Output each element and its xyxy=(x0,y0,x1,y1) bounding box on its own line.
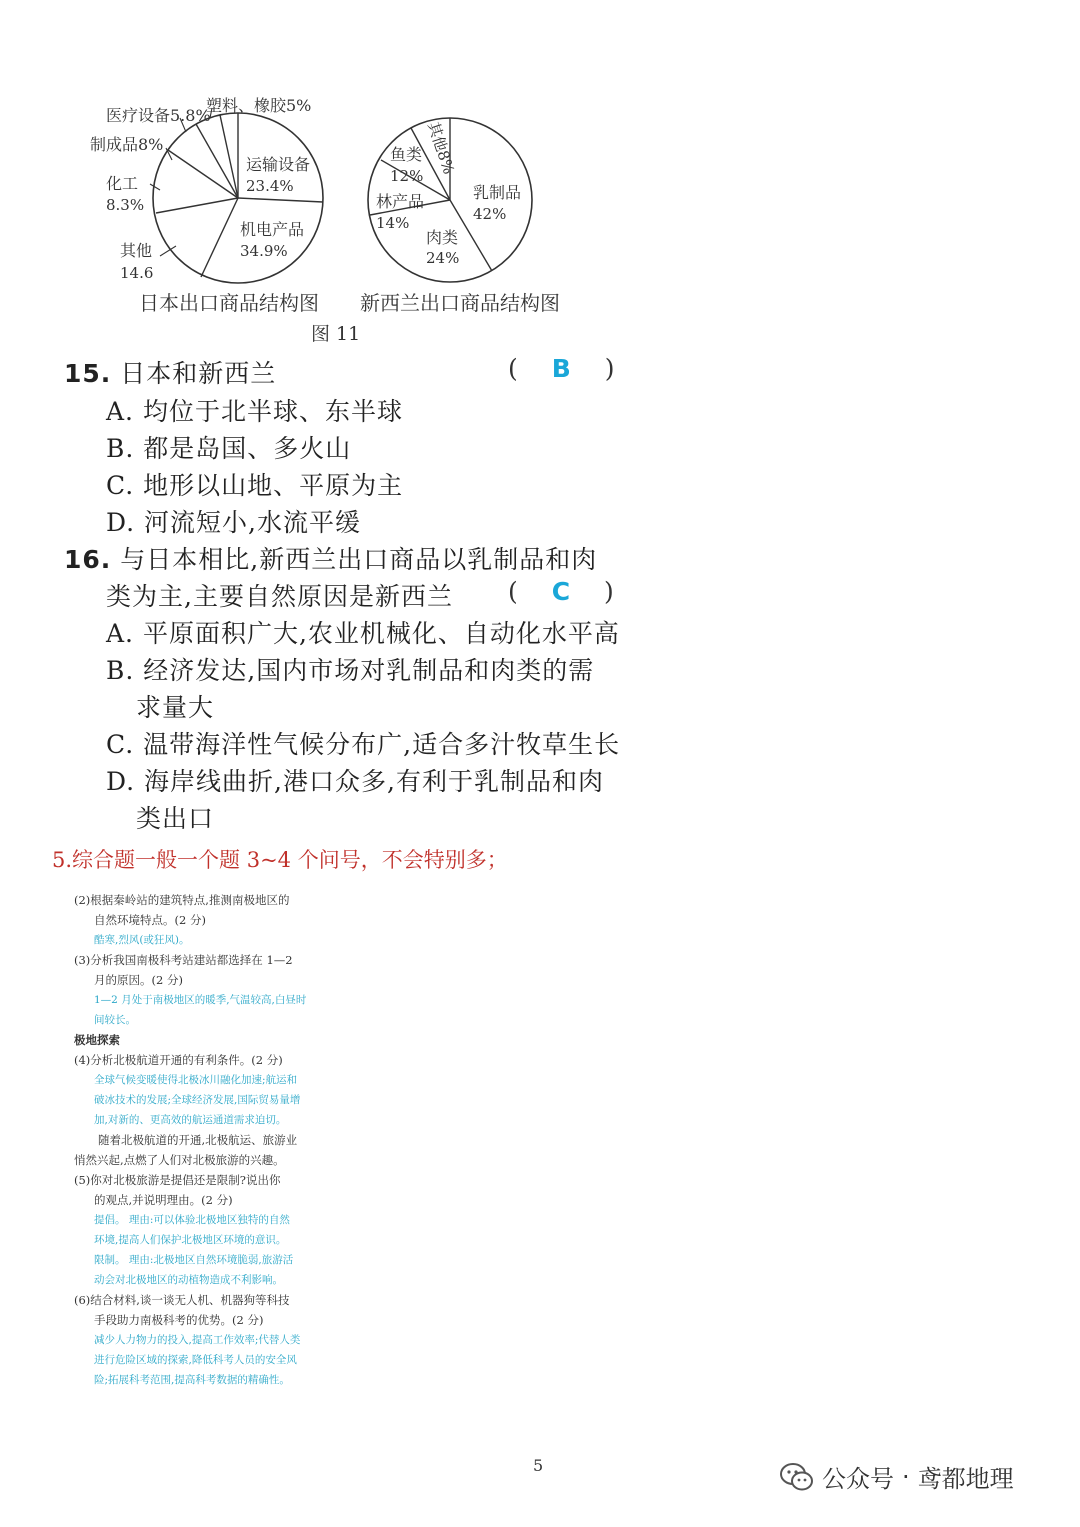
q16-option-a: A. 平原面积广大,农业机械化、自动化水平高 xyxy=(106,619,620,648)
q16-stem-line2: 类为主,主要自然原因是新西兰 xyxy=(106,582,453,611)
q4-line1: (4)分析北极航道开通的有利条件。(2 分) xyxy=(74,1053,283,1067)
wechat-icon xyxy=(780,1462,814,1492)
japan-value-transport: 23.4% xyxy=(246,177,294,195)
q15-answer-bracket: ( B ) xyxy=(508,354,616,383)
q15-option-c: C. 地形以山地、平原为主 xyxy=(106,471,404,500)
japan-divider-6 xyxy=(220,115,238,198)
q3-answer-1: 1—2 月处于南极地区的暖季,气温较高,白昼时 xyxy=(94,994,307,1006)
japan-chart-caption: 日本出口商品结构图 xyxy=(139,291,319,315)
q6-answer-1: 减少人力物力的投入,提高工作效率;代替人类 xyxy=(94,1334,301,1346)
q16-option-b-cont: 求量大 xyxy=(136,693,215,722)
japan-leader-chemical xyxy=(150,184,160,190)
q15-option-b: B. 都是岛国、多火山 xyxy=(106,434,352,463)
japan-value-electromech: 34.9% xyxy=(240,242,288,260)
nz-label-dairy: 乳制品 xyxy=(473,183,522,202)
q3-answer-2: 间较长。 xyxy=(94,1014,136,1026)
q6-answer-3: 险;拓展科考范围,提高科考数据的精确性。 xyxy=(94,1374,290,1386)
q6-line1: (6)结合材料,谈一谈无人机、机器狗等科技 xyxy=(74,1293,290,1307)
q4-answer-3: 加,对新的、更高效的航运通道需求迫切。 xyxy=(94,1114,287,1126)
q15-number: 15. xyxy=(64,359,112,388)
q16-stem-line1: 16. 与日本相比,新西兰出口商品以乳制品和肉 xyxy=(64,545,598,574)
q5-answer-4: 动会对北极地区的动植物造成不利影响。 xyxy=(94,1274,283,1286)
q3-line1: (3)分析我国南极科考站建站都选择在 1—2 xyxy=(74,953,293,967)
q2-line1: (2)根据秦岭站的建筑特点,推测南极地区的 xyxy=(74,893,290,907)
nz-label-forest: 林产品 xyxy=(376,192,425,211)
japan-label-plastic: 塑料、橡胶5% xyxy=(206,96,312,115)
q16-option-c: C. 温带海洋性气候分布广,适合多汁牧草生长 xyxy=(106,730,621,759)
q5-answer-2: 环境,提高人们保护北极地区环境的意识。 xyxy=(94,1234,287,1246)
nz-pie-chart xyxy=(368,118,532,282)
nz-label-meat: 肉类 xyxy=(426,228,459,247)
japan-label-chemical: 化工 xyxy=(106,174,139,193)
q5-answer-3: 限制。 理由:北极地区自然环境脆弱,旅游活 xyxy=(94,1254,294,1266)
q2-answer: 酷寒,烈风(或狂风)。 xyxy=(94,934,190,946)
q4-answer-1: 全球气候变暖使得北极冰川融化加速;航运和 xyxy=(94,1074,298,1086)
japan-pie-chart xyxy=(90,96,323,283)
japan-divider-4 xyxy=(168,150,238,198)
material-para-line1: 随着北极航道的开通,北极航运、旅游业 xyxy=(98,1133,298,1147)
japan-divider-5 xyxy=(196,124,238,198)
scanned-answer-section xyxy=(74,890,306,1390)
material-para-line2: 悄然兴起,点燃了人们对北极旅游的兴趣。 xyxy=(74,1153,285,1167)
japan-value-chemical: 8.3% xyxy=(106,196,145,214)
nz-label-fish: 鱼类 xyxy=(390,145,423,164)
japan-label-transport: 运输设备 xyxy=(246,155,311,174)
japan-leader-manufactured xyxy=(166,148,172,160)
section-heading-polar: 极地探索 xyxy=(74,1033,120,1047)
wechat-watermark xyxy=(780,1459,1014,1494)
japan-label-electromech: 机电产品 xyxy=(240,220,305,239)
japan-value-other: 14.6 xyxy=(120,264,154,282)
q16-answer-bracket: ( C ) xyxy=(508,577,615,606)
figure-label: 图 11 xyxy=(311,323,361,345)
japan-label-medical: 医疗设备5.8% xyxy=(106,106,211,125)
q5-line1: (5)你对北极旅游是提倡还是限制?说出你 xyxy=(74,1173,281,1187)
nz-chart-caption: 新西兰出口商品结构图 xyxy=(360,291,560,315)
japan-divider-2 xyxy=(201,198,238,277)
q5-line2: 的观点,并说明理由。(2 分) xyxy=(94,1193,233,1207)
nz-value-dairy: 42% xyxy=(473,205,507,223)
nz-value-forest: 14% xyxy=(376,214,410,232)
nz-value-meat: 24% xyxy=(426,249,460,267)
q5-answer-1: 提倡。 理由:可以体验北极地区独特的自然 xyxy=(94,1214,290,1226)
japan-divider-3 xyxy=(156,198,238,213)
q16-option-d-cont: 类出口 xyxy=(136,804,215,833)
japan-divider-1 xyxy=(238,198,323,202)
page-number: 5 xyxy=(533,1456,544,1475)
q3-line2: 月的原因。(2 分) xyxy=(94,973,183,987)
exam-tip-note: 5.综合题一般一个题 3~4 个问号，不会特别多； xyxy=(52,848,508,872)
watermark-account: 鸢都地理 xyxy=(917,1465,1014,1493)
q15-answer: B xyxy=(551,354,572,383)
q2-line2: 自然环境特点。(2 分) xyxy=(94,913,206,927)
nz-label-other: 其他8% xyxy=(424,119,458,177)
q15-option-a: A. 均位于北半球、东半球 xyxy=(106,397,403,426)
japan-label-manufactured: 制成品8% xyxy=(90,135,164,154)
q16-option-b: B. 经济发达,国内市场对乳制品和肉类的需 xyxy=(106,656,595,685)
q15-stem-text: 日本和新西兰 xyxy=(120,359,277,388)
watermark-dot: · xyxy=(902,1462,910,1491)
export-structure-figure xyxy=(0,0,1080,350)
q15-option-d: D. 河流短小,水流平缓 xyxy=(106,508,361,537)
q16-number: 16. xyxy=(64,545,112,574)
q6-answer-2: 进行危险区域的探索,降低科考人员的安全风 xyxy=(94,1354,297,1366)
q16-option-d: D. 海岸线曲折,港口众多,有利于乳制品和肉 xyxy=(106,767,604,796)
watermark-source: 公众号 xyxy=(822,1465,894,1493)
nz-value-fish: 12% xyxy=(390,167,424,185)
japan-label-other: 其他 xyxy=(120,241,153,260)
q4-answer-2: 破冰技术的发展;全球经济发展,国际贸易量增 xyxy=(94,1094,301,1106)
q15-stem xyxy=(64,354,276,390)
q16-answer: C xyxy=(551,577,572,606)
q6-line2: 手段助力南极科考的优势。(2 分) xyxy=(94,1313,264,1327)
